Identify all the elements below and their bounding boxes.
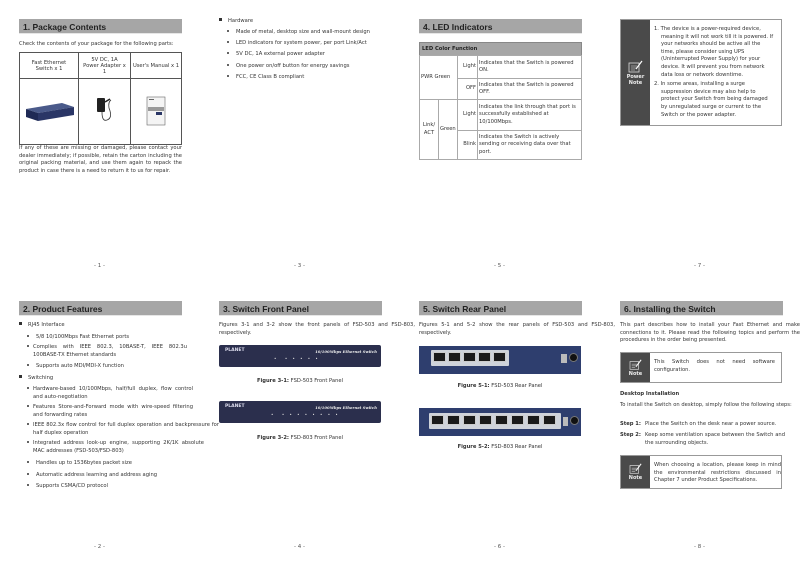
- fsd-803-front-panel: [219, 401, 381, 423]
- desktop-intro: To install the Switch on desktop, simply follow the following steps:: [620, 402, 792, 408]
- led-desc: Indicates that the Switch is powered ON.: [478, 56, 582, 79]
- step-2: Step 2: Keep some ventilation space between the Switch and the surrounding objects.: [620, 432, 785, 446]
- led-desc: Indicates that the Switch is powered OFF.: [478, 79, 582, 100]
- page-6-intro: Figures 5-1 and 5-2 show the rear panels of FSD-503 and FSD-803, respectively.: [419, 322, 615, 336]
- feature-item: 5/8 10/100Mbps Fast Ethernet ports: [27, 334, 129, 342]
- fsd-503-rear-panel: [419, 346, 581, 374]
- page-number-2: - 2 -: [94, 544, 105, 550]
- bullet-icon: [227, 52, 229, 54]
- page-4-intro: Figures 3-1 and 3-2 show the front panels of FSD-503 and FSD-803, respectively.: [219, 322, 415, 336]
- ethernet-port: [463, 415, 476, 425]
- page-2-title: 2. Product Features: [19, 301, 182, 316]
- ethernet-port: [511, 415, 524, 425]
- panel-model-text: 10/100Mbps Ethernet Switch: [315, 405, 377, 410]
- fsd-803-rear-panel: [419, 408, 581, 436]
- features-group-switching: Switching: [19, 375, 53, 383]
- pkg-manual-label: User's Manual x 1: [131, 53, 182, 79]
- power-switch: [563, 417, 568, 426]
- dc-jack: [569, 353, 578, 362]
- feature-item: Automatic address learning and address aging: [27, 472, 157, 480]
- ethernet-port: [433, 352, 446, 362]
- panel-model-text: 10/100Mbps Ethernet Switch: [315, 349, 377, 354]
- page-number-1: - 1 -: [94, 263, 105, 269]
- hardware-item: LED indicators for system power, per port Link/Act: [227, 40, 367, 48]
- feature-item: Integrated address look-up engine, supporting 2K/1K absolute MAC addresses (FSD-503/FSD-803): [27, 440, 204, 455]
- package-contents-table: [19, 52, 182, 145]
- planet-logo: PLANET: [225, 404, 245, 409]
- power-switch: [561, 354, 567, 363]
- note-text-software: This Switch does not need software configuration.: [654, 359, 775, 373]
- bullet-icon: [27, 484, 29, 486]
- note-box-location: [620, 455, 782, 489]
- note-pencil-icon: [629, 359, 643, 371]
- switch-image: [20, 79, 79, 145]
- power-adapter-image: [79, 79, 131, 145]
- led-state: Blink: [458, 131, 478, 160]
- ethernet-port: [479, 415, 492, 425]
- bullet-icon: [27, 387, 29, 389]
- hardware-group: Hardware: [219, 18, 253, 26]
- bullet-icon: [227, 30, 229, 32]
- led-pwr: PWR Green: [420, 56, 458, 100]
- led-state: Light: [458, 100, 478, 131]
- feature-item: Hardware-based 10/100Mbps, half/full duplex, flow control and auto-negotiation: [27, 386, 193, 401]
- bullet-icon: [27, 345, 29, 347]
- square-bullet-icon: [19, 322, 22, 325]
- power-note-item-1: 1. The device is a power-required device, meaning it will not work till it is powered. If your networks should be active all the time, please consider using UPS (Uninterrupted Power Supply) for your device. It will prevent you from network data loss or network downtime.: [654, 26, 774, 78]
- note-icon: Note: [621, 353, 650, 382]
- features-group-rj45: RJ45 Interface: [19, 322, 65, 330]
- page-8-title: 6. Installing the Switch: [620, 301, 783, 316]
- hardware-item: FCC, CE Class B compliant: [227, 74, 304, 82]
- led-link-color: Green: [439, 100, 458, 160]
- page-1-title: 1. Package Contents: [19, 19, 182, 34]
- led-state: OFF: [458, 79, 478, 100]
- led-state: Light: [458, 56, 478, 79]
- note-pencil-icon: [628, 60, 644, 74]
- page-1-body: If any of these are missing or damaged, please contact your dealer immediately; if possible, retain the carton including the original packing material, and use them again to repack the product in case there is a need to return it to us for repair.: [19, 145, 182, 174]
- led-link-act: Link/ ACT: [420, 100, 439, 160]
- desktop-installation-heading: Desktop Installation: [620, 391, 680, 397]
- dc-jack: [570, 416, 579, 425]
- figure-3-2-caption: Figure 3-2: FSD-803 Front Panel: [256, 435, 344, 441]
- page-number-4: - 4 -: [294, 544, 305, 550]
- ethernet-port: [448, 352, 461, 362]
- bullet-icon: [27, 441, 29, 443]
- led-table: [419, 42, 582, 160]
- figure-5-1-caption: Figure 5-1: FSD-503 Rear Panel: [457, 383, 543, 389]
- hardware-item: Made of metal, desktop size and wall-mount design: [227, 29, 370, 37]
- hardware-item: 5V DC, 1A external power adapter: [227, 51, 325, 59]
- pkg-switch-label: Fast Ethernet Switch x 1: [20, 53, 79, 79]
- feature-item: Handles up to 1536bytes packet size: [27, 460, 132, 468]
- bullet-icon: [227, 75, 229, 77]
- figure-3-1-caption: Figure 3-1: FSD-503 Front Panel: [256, 378, 344, 384]
- power-note-box: [620, 19, 782, 126]
- page-number-7: - 7 -: [694, 263, 705, 269]
- ethernet-port: [431, 415, 444, 425]
- page-number-3: - 3 -: [294, 263, 305, 269]
- pkg-adapter-label: 5V DC, 1A Power Adapter x 1: [79, 53, 131, 79]
- bullet-icon: [27, 364, 29, 366]
- ethernet-port: [463, 352, 476, 362]
- led-dots: • • • • • •: [274, 356, 320, 361]
- feature-item: Supports CSMA/CD protocol: [27, 483, 108, 491]
- page-5-title: 4. LED Indicators: [419, 19, 582, 34]
- power-note-item-2: 2. In some areas, installing a surge suppression device may also help to protect your Switch from being damaged by unregulated surge or current to the Switch or the power adapter.: [654, 81, 768, 118]
- bullet-icon: [27, 335, 29, 337]
- note-box-software: [620, 352, 782, 383]
- bullet-icon: [27, 405, 29, 407]
- note-text-location: When choosing a location, please keep in mind the environmental restrictions discussed in Chapter 7 under Product Specifications.: [654, 462, 781, 484]
- square-bullet-icon: [219, 18, 222, 21]
- feature-item: Complies with IEEE 802.3, 10BASE-T, IEEE 802.3u 100BASE-TX Ethernet standards: [27, 344, 187, 359]
- note-pencil-icon: [629, 463, 643, 475]
- planet-logo: PLANET: [225, 348, 245, 353]
- hardware-item: One power on/off button for energy savings: [227, 63, 349, 71]
- bullet-icon: [227, 41, 229, 43]
- feature-item: Features Store-and-Forward mode with wire-speed filtering and forwarding rates: [27, 404, 193, 419]
- ethernet-port: [478, 352, 491, 362]
- led-table-header: LED Color Function: [420, 43, 582, 56]
- page-1-intro: Check the contents of your package for the following parts:: [19, 41, 174, 47]
- bullet-icon: [227, 64, 229, 66]
- note-icon: Note: [621, 456, 650, 488]
- ethernet-port: [543, 415, 556, 425]
- page-6-title: 5. Switch Rear Panel: [419, 301, 582, 316]
- feature-item: Supports auto MDI/MDI-X function: [27, 363, 124, 371]
- ethernet-port: [527, 415, 540, 425]
- power-note-icon: Power Note: [621, 20, 650, 125]
- led-desc: Indicates the link through that port is successfully established at 10/100Mbps.: [478, 100, 582, 131]
- led-desc: Indicates the Switch is actively sending or receiving data over that port.: [478, 131, 582, 160]
- fsd-503-front-panel: [219, 345, 381, 367]
- square-bullet-icon: [19, 375, 22, 378]
- page-8-intro: This part describes how to install your Fast Ethernet and make connections to it. Please read the following topics and perform the procedures in the order being presented.: [620, 322, 800, 344]
- led-dots: • • • • • • • • •: [271, 412, 340, 417]
- page-number-8: - 8 -: [694, 544, 705, 550]
- bullet-icon: [27, 473, 29, 475]
- ethernet-port: [447, 415, 460, 425]
- bullet-icon: [27, 423, 29, 425]
- figure-5-2-caption: Figure 5-2: FSD-803 Rear Panel: [457, 444, 543, 450]
- user-manual-image: [131, 79, 182, 145]
- ethernet-port: [493, 352, 506, 362]
- page-number-6: - 6 -: [494, 544, 505, 550]
- bullet-icon: [27, 461, 29, 463]
- page-4-title: 3. Switch Front Panel: [219, 301, 382, 316]
- ethernet-port: [495, 415, 508, 425]
- page-number-5: - 5 -: [494, 263, 505, 269]
- step-1: Step 1: Place the Switch on the desk near a power source.: [620, 421, 777, 427]
- feature-item: IEEE 802.3x flow control for full duplex operation and backpressure for half duplex operation: [27, 422, 219, 437]
